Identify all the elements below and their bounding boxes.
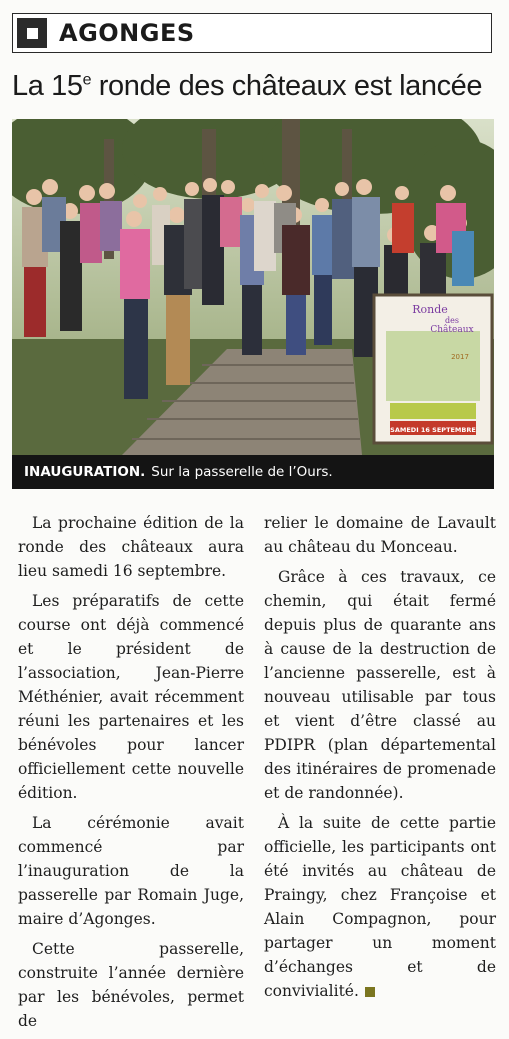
poster-date: SAMEDI 16 SEPTEMBRE [390,426,476,434]
poster-title-2: des [445,316,459,325]
article-end-mark-icon [365,987,375,997]
article-column-right [264,511,496,1009]
article-paragraph: La prochaine édition de la ronde des châteaux aura lieu samedi 16 septembre. [18,514,244,580]
photo-caption [12,455,494,489]
article-paragraph: Les préparatifs de cette course ont déjà commencé et le président de l’association, Jean-Pierre Méthénier, avait récemment réuni les partenaires et les bénévoles pour lancer officiellement cette nouvelle édition. [18,592,244,802]
poster-title-3: Châteaux [430,325,474,335]
article-paragraph: Cette passerelle, construite l’année dernière par les bénévoles, permet de [18,940,244,1030]
section-label: AGONGES [59,19,195,47]
article-column-left [18,511,244,1039]
section-header [12,13,492,53]
article-paragraph: La cérémonie avait commencé par l’inauguration de la passerelle par Romain Juge, maire d’Agonges. [18,814,244,928]
article-paragraph: relier le domaine de Lavault au château du Monceau. [264,514,496,556]
article-photo [12,119,494,489]
article-headline [12,70,502,103]
caption-lead: INAUGURATION. [24,464,146,480]
headline-text-end: ronde des châteaux est lancée [91,70,483,102]
headline-superscript: e [82,71,92,89]
poster-year: 2017 [451,353,469,361]
section-square-icon [17,18,47,48]
poster-title-1: Ronde [412,303,448,316]
article-paragraph-text: À la suite de cette partie officielle, les participants ont été invités au château de Praingy, chez Françoise et Alain Compagnon, pour partager un moment d’échanges et de convivialité. [264,814,496,1000]
headline-text-start: La 15 [12,70,83,102]
caption-text: Sur la passerelle de l’Ours. [151,464,333,480]
article-paragraph: Grâce à ces travaux, ce chemin, qui était fermé depuis plus de quarante ans à cause de la destruction de l’ancienne passerelle, est à nouveau utilisable par tous et vient d’être classé au PDIPR (plan départemental des itinéraires de promenade et de randonnée). [264,568,496,802]
event-poster [374,295,492,443]
article-paragraph-last [264,811,496,1003]
group-photo-illustration [12,119,494,455]
